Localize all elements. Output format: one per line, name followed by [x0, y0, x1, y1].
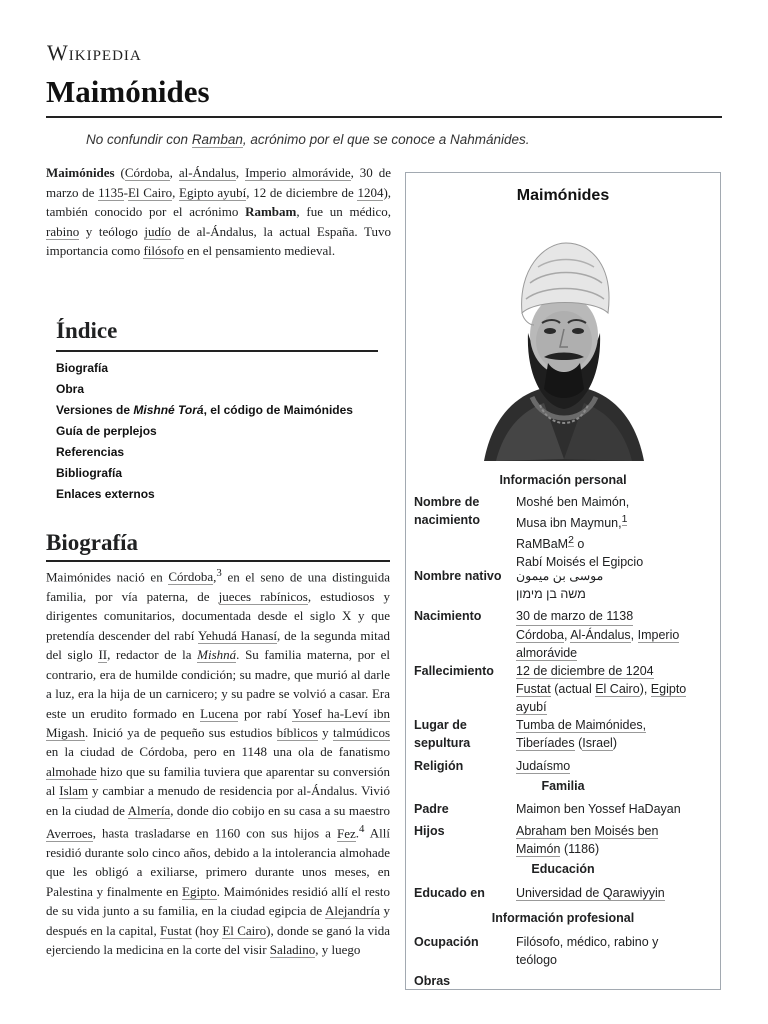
label-educado: Educado en: [414, 886, 485, 900]
link-mishna[interactable]: Mishná: [197, 647, 237, 663]
link-filosofo[interactable]: filósofo: [143, 243, 184, 259]
link-abraham[interactable]: Abraham ben Moisés ben: [516, 824, 659, 838]
link-tumba[interactable]: Tumba de Maimónides,: [516, 718, 647, 732]
toc-item-biografia[interactable]: Biografía: [56, 361, 109, 375]
ref-4[interactable]: 4: [359, 823, 365, 836]
label-religion: Religión: [414, 759, 464, 773]
link-ib-el-cairo[interactable]: El Cairo: [595, 682, 640, 696]
link-al-andalus[interactable]: al-Ándalus: [178, 165, 236, 180]
link-30-marzo-1138[interactable]: 30 de marzo de 1138: [516, 607, 633, 626]
link-qarawiyyin[interactable]: Universidad de Qarawiyyin: [516, 886, 665, 900]
link-yehuda-hanasi[interactable]: Yehudá Hanasí: [197, 627, 278, 643]
link-almohade[interactable]: almohade: [46, 763, 97, 779]
link-ib-ayubi[interactable]: ayubí: [516, 700, 547, 714]
value-educado: [516, 884, 716, 902]
link-ib-al-andalus[interactable]: Al-Ándalus: [570, 628, 631, 642]
value-padre: Maimon ben Yossef HaDayan: [516, 802, 681, 816]
title-divider: [46, 116, 722, 118]
link-egipto[interactable]: Egipto: [182, 883, 217, 899]
link-1204[interactable]: 1204: [357, 184, 384, 200]
label-ocupacion: Ocupación: [414, 935, 479, 949]
ref-1[interactable]: 1: [621, 514, 628, 525]
label-nacimiento: Nacimiento: [414, 609, 482, 623]
portrait-image[interactable]: [474, 229, 654, 461]
link-talmudicos[interactable]: talmúdicos: [332, 724, 391, 740]
link-cordoba-2[interactable]: Córdoba: [168, 569, 214, 585]
value-ocupacion: Filósofo, médico, rabino y teólogo: [516, 935, 659, 967]
link-jueces-rabinicos[interactable]: jueces rabínicos: [218, 588, 308, 604]
infobox-section-familia: Familia: [541, 779, 585, 793]
hatnote: [86, 132, 530, 147]
lead-paragraph: Maimónides (Córdoba, al-Ándalus, Imperio almorávide, 30 de marzo de 1135-El Cairo, Egipto ayubí, 12 de diciembre de 1204), también conocido por el acrónimo Rambam, fue un médico, rabino y teólogo judío de al-Ándalus, la actual España. Tuvo importancia como filósofo en el pensamiento medieval.: [46, 165, 392, 259]
toc-item-referencias[interactable]: Referencias: [56, 445, 125, 459]
ref-2[interactable]: 2: [568, 535, 574, 547]
link-imperio-almoravide[interactable]: Imperio almorávide: [245, 165, 351, 180]
link-israel[interactable]: Israel: [582, 736, 613, 750]
biografia-paragraph: Maimónides nació en Córdoba,$^3$ en el seno de una distinguida familia, por vía paterna, de jueces rabínicos, estudiosos y dirigentes comunitarios, documentada desde el siglo X y que pretendía descender del rabí Yehudá Hanasí, de la segunda mitad del siglo II, redactor de la Mishná. Su familia materna, por el contrario, era de humilde condición; su madre, que murió al darle a luz, era la hija de un carnicero; y su padre se volvió a casar. Era este un erudito formado en Lucena por rabí Yosef ha-Leví ibn Migash. Inició ya de pequeño sus estudios bíblicos y talmúdicos en la ciudad de Córdoba, pero en 1148 una ola de fanatismo almohade hizo que su familia tuviera que aparentar su conversión al Islam y cambiar a menudo de residencia por al-Ándalus. Vivió en la ciudad de Almería, donde dio cobijo en su casa a su maestro Averroes, hasta trasladarse en 1160 con sus hijos a Fez.$^4$ Allí residió durante solo cinco años, debido a la intolerancia almohade que les obligó a exiliarse, primero durante unos meses, en Palestina y finalmente en Egipto. Maimónides residió allí el resto de su vida junto a su familia, en la ciudad egipcia de Alejandría y después en la capital, Fustat (hoy El Cairo), donde se ganó la vida ejerciendo la medicina en la corte del visir Saladino, y luego: [46, 567, 391, 958]
toc-list: [56, 358, 378, 505]
link-saladino[interactable]: Saladino: [269, 942, 316, 958]
link-almeria[interactable]: Almería: [127, 802, 171, 818]
link-judio[interactable]: judío: [144, 223, 172, 239]
link-1135[interactable]: 1135: [98, 184, 124, 200]
value-nombre-nativo: موسى بن ميمون משה בן מימון: [516, 569, 604, 601]
link-tiberiades[interactable]: Tiberíades: [516, 736, 575, 750]
link-rabino[interactable]: rabino: [46, 223, 80, 239]
label-obras: Obras: [414, 974, 451, 988]
link-islam[interactable]: Islam: [59, 783, 89, 799]
link-ib-fustat[interactable]: Fustat: [516, 682, 551, 696]
link-ib-egipto[interactable]: Egipto: [650, 682, 687, 696]
toc-heading: Índice: [56, 318, 378, 352]
label-hijos: Hijos: [414, 824, 445, 838]
link-fez[interactable]: Fez: [336, 825, 356, 841]
link-lucena[interactable]: Lucena: [200, 705, 239, 721]
section-heading-biografia: Biografía: [46, 530, 390, 562]
infobox-section-personal: Información personal: [499, 473, 627, 487]
label-sepultura: Lugar de sepultura: [414, 718, 471, 750]
label-padre: Padre: [414, 802, 449, 816]
value-religion: [516, 757, 716, 775]
link-ib-cordoba[interactable]: Córdoba: [516, 628, 564, 642]
ref-3[interactable]: 3: [216, 567, 222, 579]
link-yosef-ha-levi[interactable]: Yosef ha-Leví ibn Migash: [46, 705, 391, 740]
link-maimon[interactable]: Maimón: [516, 842, 561, 856]
ramban-link[interactable]: Ramban: [191, 132, 243, 147]
link-judaismo[interactable]: Judaísmo: [516, 759, 571, 773]
infobox-section-profesional: Información profesional: [491, 911, 635, 925]
link-el-cairo-2[interactable]: El Cairo: [222, 922, 267, 938]
link-12-diciembre-1204[interactable]: 12 de diciembre de 1204: [516, 664, 654, 678]
label-nombre-nacimiento: Nombre de nacimiento: [414, 495, 480, 527]
value-nacimiento: 30 de marzo de 1138 Córdoba, Al-Ándalus, Imperio almorávide: [516, 609, 680, 660]
value-nombre-nacimiento: Moshé ben Maimón, Musa ibn Maymun,$^1$ RaMBaM$^2$ o Rabí Moisés el Egipcio: [516, 495, 644, 570]
wikipedia-logo[interactable]: [47, 40, 142, 66]
link-biblicos[interactable]: bíblicos: [276, 724, 318, 740]
infobox: [405, 172, 721, 990]
table-of-contents: [56, 318, 378, 505]
link-el-cairo[interactable]: El Cairo: [127, 184, 173, 200]
logo-text: Wikipedia: [47, 40, 142, 65]
lead-name: Maimónides: [46, 165, 115, 180]
infobox-section-educacion: Educación: [531, 862, 595, 876]
link-siglo-ii[interactable]: II: [98, 647, 108, 663]
toc-item-enlaces[interactable]: Enlaces externos: [56, 487, 155, 501]
hatnote-prefix: No confundir con: [86, 132, 192, 147]
link-fustat[interactable]: Fustat: [160, 922, 192, 938]
label-nombre-nativo: Nombre nativo: [414, 569, 502, 583]
toc-item-bibliografia[interactable]: Bibliografía: [56, 466, 123, 480]
link-cordoba[interactable]: Córdoba: [124, 165, 170, 180]
link-ib-imperio[interactable]: Imperio: [637, 628, 680, 642]
label-fallecimiento: Fallecimiento: [414, 664, 494, 678]
link-alejandria[interactable]: Alejandría: [325, 903, 380, 919]
value-sepultura: Tumba de Maimónides, Tiberíades (Israel): [516, 718, 647, 750]
value-fallecimiento: 12 de diciembre de 1204 Fustat (actual El Cairo), Egipto ayubí: [516, 664, 687, 714]
link-egipto-ayubi[interactable]: Egipto ayubí: [179, 184, 247, 200]
hatnote-suffix: , acrónimo por el que se conoce a Nahmánides.: [242, 132, 530, 147]
toc-item-guia[interactable]: Guía de perplejos: [56, 424, 157, 438]
page-title: Maimónides: [46, 74, 210, 109]
value-hijos: Abraham ben Moisés ben Maimón (1186): [516, 824, 659, 856]
lead-rambam: Rambam: [245, 204, 297, 220]
link-averroes[interactable]: Averroes: [46, 825, 93, 841]
toc-item-obra[interactable]: Obra: [56, 382, 85, 396]
infobox-title: Maimónides: [516, 187, 610, 204]
toc-item-versiones[interactable]: Versiones de Mishné Torá, el código de Maimónides: [56, 403, 353, 417]
link-ib-almoravide[interactable]: almorávide: [516, 646, 578, 660]
